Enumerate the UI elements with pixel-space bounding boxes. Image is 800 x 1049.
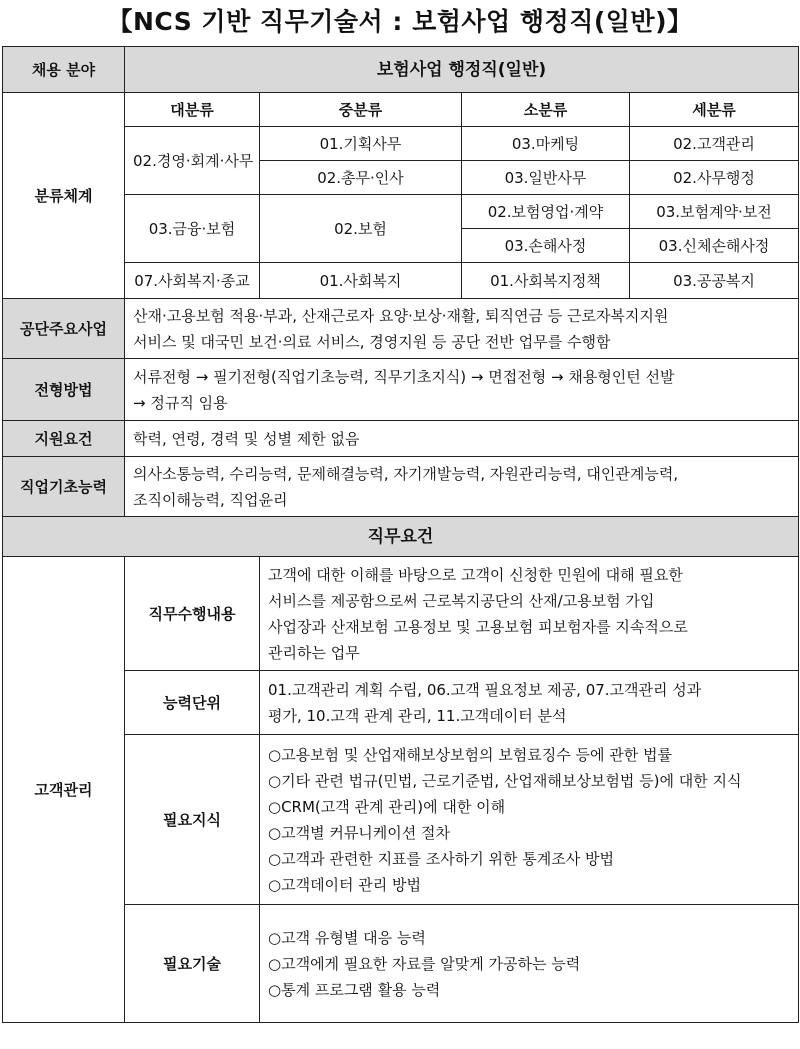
basic-competency-label: 직업기초능력 <box>3 457 125 517</box>
units-text <box>260 671 799 735</box>
classification-cell: 07.사회복지·종교 <box>125 263 260 299</box>
duties-line: 사업장과 산재보험 고용정보 및 고용보험 피보험자를 지속적으로 <box>268 617 688 636</box>
classification-cell: 02.사무행정 <box>630 161 799 195</box>
classification-cell: 01.사회복지정책 <box>462 263 630 299</box>
classification-header-major: 대분류 <box>125 93 260 127</box>
knowledge-item: ○고용보험 및 산업재해보상보험의 보험료징수 등에 관한 법률 <box>268 745 672 764</box>
classification-header-minor: 소분류 <box>462 93 630 127</box>
classification-cell: 03.신체손해사정 <box>630 229 799 263</box>
basic-competency-line: 의사소통능력, 수리능력, 문제해결능력, 자기개발능력, 자원관리능력, 대인관계능력, <box>133 464 679 483</box>
classification-header-middle: 중분류 <box>260 93 462 127</box>
duties-label: 직무수행내용 <box>125 557 260 671</box>
selection-line: → 정규직 임용 <box>133 393 228 412</box>
job-requirements-header: 직무요건 <box>3 517 799 557</box>
classification-cell: 02.보험영업·계약 <box>462 195 630 229</box>
classification-cell: 03.보험계약·보전 <box>630 195 799 229</box>
classification-cell: 03.일반사무 <box>462 161 630 195</box>
knowledge-label: 필요지식 <box>125 735 260 905</box>
skills-label: 필요기술 <box>125 905 260 1023</box>
basic-competency-line: 조직이해능력, 직업윤리 <box>133 490 288 509</box>
main-business-text <box>125 299 799 359</box>
knowledge-item: ○기타 관련 법규(민법, 근로기준법, 산업재해보상보험법 등)에 대한 지식 <box>268 771 742 790</box>
customer-mgmt-label: 고객관리 <box>3 557 125 1023</box>
selection-label: 전형방법 <box>3 359 125 421</box>
units-line: 01.고객관리 계획 수립, 06.고객 필요정보 제공, 07.고객관리 성과 <box>268 680 702 699</box>
knowledge-item: ○고객별 커뮤니케이션 절차 <box>268 823 451 842</box>
basic-competency-row <box>3 457 799 517</box>
selection-text <box>125 359 799 421</box>
basic-competency-text <box>125 457 799 517</box>
knowledge-item: ○고객과 관련한 지표를 조사하기 위한 통계조사 방법 <box>268 849 614 868</box>
skills-list <box>260 905 799 1023</box>
units-line: 평가, 10.고객 관계 관리, 11.고객데이터 분석 <box>268 706 567 725</box>
skills-item: ○통계 프로그램 활용 능력 <box>268 980 441 999</box>
duties-line: 고객에 대한 이해를 바탕으로 고객이 신청한 민원에 대해 필요한 <box>268 565 683 584</box>
classification-cell: 03.공공복지 <box>630 263 799 299</box>
duties-text <box>260 557 799 671</box>
page-title: 【NCS 기반 직무기술서 : 보험사업 행정직(일반)】 <box>107 7 693 36</box>
duties-row <box>3 557 799 671</box>
selection-line: 서류전형 → 필기전형(직업기초능력, 직무기초지식) → 면접전형 → 채용형인턴 선발 <box>133 367 675 386</box>
skills-item: ○고객에게 필요한 자료를 알맞게 가공하는 능력 <box>268 954 581 973</box>
main-business-line: 서비스 및 대국민 보건·의료 서비스, 경영지원 등 공단 전반 업무를 수행함 <box>133 332 611 351</box>
knowledge-list <box>260 735 799 905</box>
classification-cell: 02.경영·회계·사무 <box>125 127 260 195</box>
classification-header-row <box>3 93 799 127</box>
classification-cell: 01.기획사무 <box>260 127 462 161</box>
classification-cell: 03.손해사정 <box>462 229 630 263</box>
field-value: 보험사업 행정직(일반) <box>125 47 799 93</box>
classification-cell: 03.금융·보험 <box>125 195 260 263</box>
classification-cell: 03.마케팅 <box>462 127 630 161</box>
classification-label: 분류체계 <box>3 93 125 299</box>
classification-cell: 02.고객관리 <box>630 127 799 161</box>
main-business-row <box>3 299 799 359</box>
knowledge-item: ○CRM(고객 관계 관리)에 대한 이해 <box>268 797 506 816</box>
duties-line: 서비스를 제공함으로써 근로복지공단의 산재/고용보험 가입 <box>268 591 655 610</box>
requirements-label: 지원요건 <box>3 421 125 457</box>
knowledge-item: ○고객데이터 관리 방법 <box>268 875 422 894</box>
main-business-label: 공단주요사업 <box>3 299 125 359</box>
field-row <box>3 47 799 93</box>
requirements-row <box>3 421 799 457</box>
job-description-table <box>2 46 799 1023</box>
classification-cell: 02.총무·인사 <box>260 161 462 195</box>
main-business-line: 산재·고용보험 적용·부과, 산재근로자 요양·보상·재활, 퇴직연금 등 근로자복지지원 <box>133 306 669 325</box>
duties-line: 관리하는 업무 <box>268 643 360 662</box>
selection-row <box>3 359 799 421</box>
units-label: 능력단위 <box>125 671 260 735</box>
field-label: 채용 분야 <box>3 47 125 93</box>
job-requirements-header-row <box>3 517 799 557</box>
classification-cell: 01.사회복지 <box>260 263 462 299</box>
requirements-value: 학력, 연령, 경력 및 성별 제한 없음 <box>125 421 799 457</box>
classification-header-detail: 세분류 <box>630 93 799 127</box>
classification-cell: 02.보험 <box>260 195 462 263</box>
skills-item: ○고객 유형별 대응 능력 <box>268 928 426 947</box>
